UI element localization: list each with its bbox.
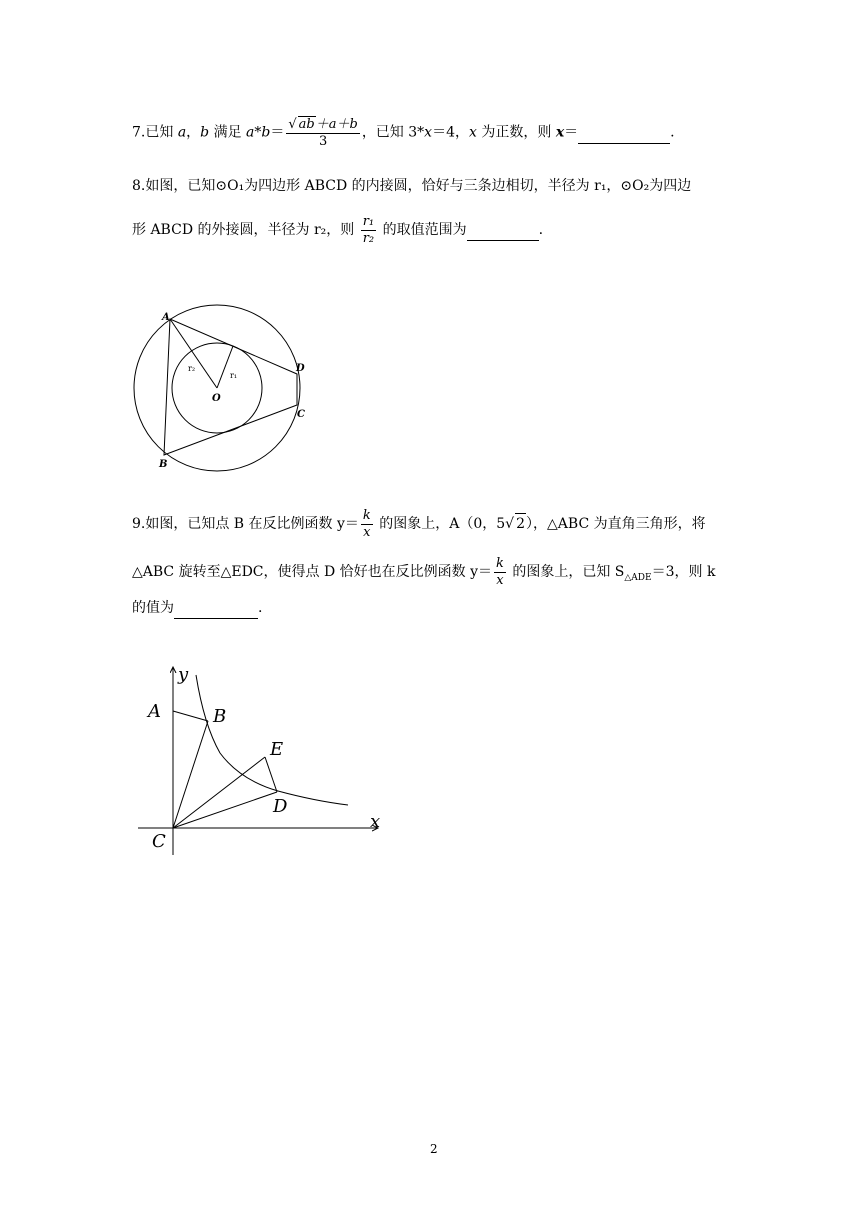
question-9-line-2: △ABC 旋转至△EDC，使得点 D 恰好也在反比例函数 y＝ $\frac{k}{x}$ 的图象上，已知 $S_{\triangle ADE}=3$，则 k [132, 556, 716, 588]
label-d: D [273, 796, 288, 817]
q8-figure [120, 300, 320, 480]
question-9-line-3: 的值为 . [132, 598, 262, 619]
q8-fraction: $\frac{\text{r₁}}{\text{r₂}}$ [362, 214, 375, 246]
label-e: E [270, 739, 284, 760]
q7-number: 7. [132, 124, 146, 141]
segment-cb [173, 721, 208, 828]
radius-r1 [217, 346, 233, 388]
q9-answer-blank[interactable] [174, 598, 258, 619]
label-r1: r₁ [230, 371, 238, 380]
segment-ab [173, 711, 208, 721]
q9-fraction-2: $\frac{k}{x}$ [496, 556, 504, 588]
q9-figure [130, 655, 400, 865]
question-7: 7.已知 a，b 满足 a*b＝ $\frac{√ ab+a+b}{3}$ ，已知 3*x＝4，x 为正数，则 x＝ . [132, 117, 675, 149]
label-c: C [297, 409, 305, 420]
label-c: C [152, 831, 166, 852]
q7-fraction: $\frac{√ ab+a+b}{3}$ [288, 117, 358, 149]
label-b: B [159, 459, 168, 470]
label-o: O [212, 393, 221, 404]
segment-cd [173, 792, 277, 828]
label-r2: r₂ [188, 364, 196, 373]
page-number: 2 [430, 1142, 438, 1156]
q9-fraction-1: $\frac{k}{x}$ [362, 508, 371, 540]
label-y: y [178, 664, 189, 685]
q8-answer-blank[interactable] [467, 220, 539, 241]
question-8-line-1: 8.如图，已知⊙O₁为四边形 ABCD 的内接圆，恰好与三条边相切，半径为 r₁，⊙O₂为四边 [132, 178, 692, 194]
q7-answer-blank[interactable] [578, 123, 670, 144]
label-a: A [162, 312, 170, 323]
label-d: D [296, 363, 305, 374]
label-b: B [213, 706, 227, 727]
label-x: x [370, 811, 381, 832]
question-9-line-1: 9.如图，已知点 B 在反比例函数 y＝ $\frac{k}{x}$ 的图象上，A（0，5√ 2），△ABC 为直角三角形，将 [132, 508, 706, 540]
label-a: A [148, 701, 161, 722]
segment-ce [173, 757, 265, 828]
question-8-line-2: 形 ABCD 的外接圆，半径为 r₂，则 $\frac{\text{r₁}}{\text{r₂}}$ 的取值范围为 . [132, 214, 544, 246]
